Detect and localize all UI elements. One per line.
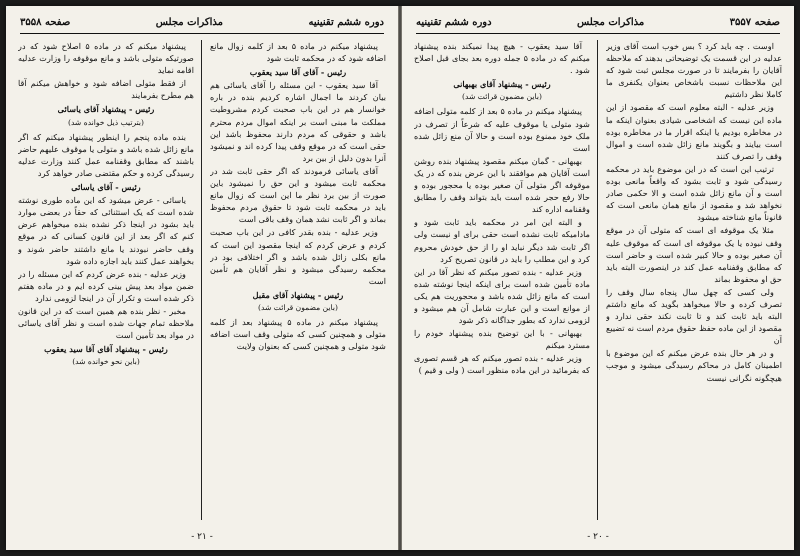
paragraph: از فقط متولی اضافه شود و خواهش میکنم آقا هم مطرح بفرمایند: [18, 78, 194, 101]
folio-number: - ۲۰ -: [587, 532, 609, 542]
paragraph: آقا سید یعقوب - هیچ پیدا نمیکند بنده پیشنهاد میکنم که در ماده ۵ جمله دوره بعد بجای قبل اصلاح شود .: [414, 41, 590, 76]
paragraph: آقای یاسائی فرمودند که اگر حقی ثابت شد در محکمه ثابت میشود و این حق را نمیشود باین صورت از بین برد نظر ما این است که زوال مانع باید در محکمه ثابت شود تا حقوق مردم محفوظ بماند و اگر ثابت نشد همان وقف باقی است: [210, 165, 386, 225]
paragraph: ولی کسی که چهل سال پنجاه سال وقف را تصرف کرده و حالا میخواهد بگوید که مانع داشتم البته باید ثابت کند و تا ثابت نکند حقی ندارد و مقصود از این ماده حفظ حقوق مردم است نه تضییع آن: [606, 286, 782, 346]
column-divider: [201, 40, 202, 520]
paragraph: وزیر عدلیه - البته معلوم است که مقصود از این ماده این نیست که اشخاصی شیادی بعنوان اینکه ما در مخاطره بودیم یا اینکه اقرار ما در مخاطره بوده است بیایند و بگویند مانع زائل شده است و اموال وقف را تصرف کنند: [606, 102, 782, 161]
page-header: [416, 14, 780, 30]
speaker-line: رئیس - آقای آقا سید یعقوب: [249, 67, 347, 78]
speaker-line: رئیس - پیشنهاد آقای مقبل: [252, 289, 344, 300]
speaker-line: رئیس - پیشنهاد آقای یاسائی: [57, 104, 155, 115]
text-column: [210, 40, 386, 520]
paragraph: و البته این امر در محکمه باید ثابت شود و مادامیکه ثابت نشده است حقی برای او نیست ولی اگر ثابت شد دیگر نباید او را از حق خودش محروم کرد و این مطلب را باید در قانون تصریح کرد: [414, 217, 590, 264]
paragraph: مخبر - نظر بنده هم همین است که در این قانون ملاحظه تمام جهات شده است و نظر آقای یاسائی در مواد بعد تأمین است: [18, 305, 194, 341]
paragraph: وزیر عدلیه - بنده تصور میکنم که هر قسم تصوری که بفرمائید در این ماده منظور است ( ولی و قیم ): [414, 353, 590, 376]
left-page: [6, 6, 398, 550]
paragraph: پیشنهاد میکنم که در ماده ۵ اصلاح شود که در صورتیکه متولی باشد و مانع موقوفه را وزارت عدلیه اقامه نماید: [18, 41, 194, 76]
paragraph: آقا سید یعقوب - ابن مسئله را آقای یاسائی هم بیان کردند ما اجمال اشاره کردیم بنده در باره خوانسار هم در این باب صحبت کردم مشروطیت مملکت ما مبنی است بر اینکه اموال مردم محترم باشد و حقوقی که مردم دارند محفوظ باشد این حقی است که در موقع وقف پیدا کرده اند و نمیشود آنرا بدون دلیل از بین برد: [210, 80, 386, 163]
page-session: دوره ششم تقنینیه: [416, 16, 492, 28]
reading-note: (بترتیب ذیل خوانده شد): [67, 117, 145, 127]
speaker-line: رئیس - پیشنهاد آقای بهبهانی: [453, 79, 551, 90]
paragraph: پیشنهاد میکنم در ماده ۵ پیشنهاد بعد از کلمه متولی و همچنین کسی که متولی وقف است اضافه شود متولی و همچنین کسی که بعنوان ولایت: [210, 317, 386, 352]
right-page: [402, 6, 794, 550]
text-column: [606, 40, 782, 520]
paragraph: پیشنهاد میکنم در ماده ۵ بعد از کلمه متولی اضافه شود متولی یا موقوف علیه که شرعاً از تصرف در ملک خود ممنوع بوده است و حالا آن منع زائل شده است: [414, 106, 590, 153]
speaker-line: رئیس - آقای یاسائی: [71, 182, 141, 193]
reading-note: (باین مضمون قرائت شد): [462, 92, 542, 102]
reading-note: (باین نحو خوانده شد): [72, 357, 140, 367]
paragraph: بهبهانی - گمان میکنم مقصود پیشنهاد بنده روشن است آقایان هم موافقند با این عرض بنده که در یک موقوفه اگر متولی آن صغیر بوده یا محجور بوده و حالا رفع حجر شده است باید بتواند وقف را مطابق وقفنامه اداره کند: [414, 155, 590, 215]
paragraph: اوست . چه باید کرد ؟ بس خوب است آقای وزیر عدلیه در این قسمت یک توضیحاتی بدهند که ملاحظه آقایان را بفرمایند تا در صورت مجلس ثبت شود که این ملاحظات نسبت باشخاص بعنوان یکنفری ما کاملا نظر داشتیم: [606, 41, 782, 100]
text-column: [414, 40, 590, 520]
page-number: صفحه ۳۵۵۷: [729, 16, 780, 28]
scanned-spread: [6, 6, 794, 550]
text-column: [18, 40, 194, 520]
paragraph: وزیر عدلیه - بنده تصور میکنم که نظر آقا در این ماده تأمین شده است برای اینکه اینجا نوشته شده است که مانع زائل شده باشد و محجوریت هم یکی از موانع است و این عبارت شامل آن هم میشود و لزومی ندارد که بطور جداگانه ذکر شود: [414, 266, 590, 326]
paragraph: وزیر عدلیه - بنده عرض کردم که این مسئله را در ضمن مواد بعد پیش بینی کرده ایم و در ماده هفتم ذکر شده است و تکرار آن در اینجا لزومی ندارد: [18, 268, 194, 303]
header-rule: [20, 33, 384, 34]
paragraph: بهبهانی - با این توضیح بنده پیشنهاد خودم را مسترد میکنم: [414, 328, 590, 351]
page-number: صفحه ۳۵۵۸: [20, 16, 71, 28]
speaker-line: رئیس - پیشنهاد آقای آقا سید یعقوب: [44, 344, 168, 355]
header-rule: [416, 33, 780, 34]
paragraph: پیشنهاد میکنم در ماده ۵ بعد از کلمه زوال مانع اضافه شود که در محکمه ثابت شود: [210, 41, 386, 64]
paragraph: مثلا یک موقوفه ای است که متولی آن در موقع وقف نبوده یا یک موقوفه ای است که موقوف علیه آن صغیر بوده و حالا کبیر شده است و حاضر است که مطابق وقفنامه عمل کند در اینصورت البته باید حق او محفوظ بماند: [606, 225, 782, 284]
paragraph: و در هر حال بنده عرض میکنم که این موضوع با اطمینان کامل در محاکم رسیدگی میشود و موجب هیچگونه نگرانی نیست: [606, 348, 782, 383]
paragraph: ترتیب این است که در این موضوع باید در محکمه رسیدگی شود و ثابت بشود که واقعاً مانعی بوده است و آن مانع زائل شده است و الا حکمی صادر نخواهد شد و مقصود از مانع همان مانعی است که قانوناً مانع شناخته میشود: [606, 163, 782, 223]
paragraph: یاسائی - عرض میشود که این ماده طوری نوشته شده است که یک استثنائی که حقاً در بعضی موارد باید بشود در اینجا ذکر نشده بنده میخواهم عرض کنم که اگر بعد از این قانون کسانی که در موقع وقف حاضر نبودند یا مانع داشتند حاضر شوند و بخواهند عمل کنند باید اجازه داده شود: [18, 195, 194, 266]
paragraph: بنده ماده پنجم را اینطور پیشنهاد میکنم که اگر مانع زائل شده باشد و متولی یا موقوف علیهم حاضر باشند که مطابق وقفنامه عمل کنند وزارت عدلیه رسیدگی کرده و حکم مقتضی صادر خواهد کرد: [18, 131, 194, 178]
folio-number: - ۲۱ -: [191, 532, 213, 542]
paragraph: وزیر عدلیه - بنده بقدر کافی در این باب صحبت کردم و عرض کردم که اینجا مقصود این است که مانع بکلی زائل شده باشد و اگر اختلافی بود در محکمه رسیدگی میشود و نظر آقایان هم تأمین است: [210, 227, 386, 286]
page-header: [20, 14, 384, 30]
page-title: مذاکرات مجلس: [155, 16, 224, 28]
reading-note: (باین مضمون قرائت شد): [258, 302, 338, 312]
page-title: مذاکرات مجلس: [577, 16, 645, 28]
page-session: دوره ششم تقنینیه: [308, 16, 384, 28]
column-divider: [597, 40, 598, 520]
